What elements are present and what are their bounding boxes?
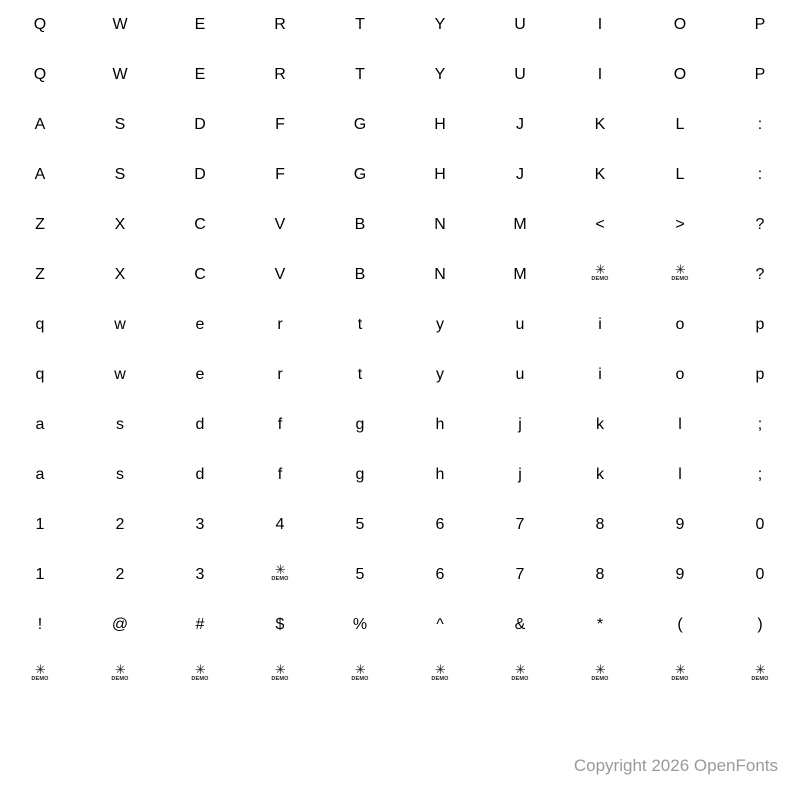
glyph-cell: f — [277, 466, 283, 483]
glyph-cell: $ — [275, 616, 285, 633]
glyph-cell: C — [194, 216, 206, 233]
burst-icon: ✳ — [35, 663, 45, 679]
demo-label: DEMO — [751, 676, 769, 683]
glyph-cell: J — [516, 166, 524, 183]
glyph-cell: H — [434, 116, 446, 133]
demo-label: DEMO — [591, 676, 609, 683]
glyph-cell: k — [596, 466, 604, 483]
glyph-cell: P — [754, 16, 766, 33]
glyph-cell: t — [357, 366, 363, 383]
glyph-cell: d — [195, 416, 205, 433]
glyph-cell: s — [116, 466, 124, 483]
demo-label: DEMO — [191, 676, 209, 683]
glyph-cell: q — [35, 316, 45, 333]
glyph-cell: S — [114, 116, 126, 133]
glyph-cell: 9 — [675, 516, 685, 533]
glyph-cell: ^ — [436, 616, 444, 633]
glyph-cell: ? — [755, 266, 765, 283]
glyph-cell: l — [678, 466, 682, 483]
copyright-footer: Copyright 2026 OpenFonts — [573, 756, 778, 775]
glyph-cell: 9 — [675, 566, 685, 583]
demo-placeholder-icon — [240, 550, 320, 600]
glyph-cell: ( — [677, 616, 683, 633]
glyph-cell: X — [114, 216, 126, 233]
glyph-cell: Z — [35, 266, 45, 283]
glyph-cell: i — [598, 366, 602, 383]
glyph-cell: ; — [757, 466, 763, 483]
glyph-cell: o — [675, 366, 685, 383]
glyph-cell: h — [435, 466, 445, 483]
glyph-cell: s — [116, 416, 124, 433]
glyph-cell: R — [274, 66, 286, 83]
glyph-cell: U — [514, 16, 526, 33]
demo-placeholder-icon — [80, 650, 160, 700]
burst-icon: ✳ — [115, 663, 125, 679]
demo-placeholder-icon — [560, 250, 640, 300]
glyph-cell: 3 — [195, 516, 205, 533]
glyph-cell: i — [598, 316, 602, 333]
demo-placeholder-icon — [640, 250, 720, 300]
glyph-cell: F — [275, 116, 285, 133]
burst-icon: ✳ — [675, 263, 685, 279]
glyph-cell: 7 — [515, 566, 525, 583]
glyph-cell: 5 — [355, 566, 365, 583]
demo-label: DEMO — [671, 276, 689, 283]
glyph-cell: 2 — [115, 566, 125, 583]
glyph-cell: > — [675, 216, 685, 233]
burst-icon: ✳ — [755, 663, 765, 679]
glyph-cell: h — [435, 416, 445, 433]
demo-placeholder-icon — [720, 650, 800, 700]
demo-label: DEMO — [671, 676, 689, 683]
glyph-cell: B — [354, 216, 366, 233]
glyph-cell: p — [755, 316, 765, 333]
demo-label: DEMO — [431, 676, 449, 683]
glyph-cell: B — [354, 266, 366, 283]
glyph-cell: S — [114, 166, 126, 183]
glyph-cell: u — [515, 316, 525, 333]
glyph-cell: * — [596, 616, 604, 633]
burst-icon: ✳ — [595, 263, 605, 279]
glyph-cell: j — [518, 466, 522, 483]
glyph-cell: Q — [33, 16, 47, 33]
glyph-cell: W — [112, 66, 128, 83]
glyph-cell: : — [757, 166, 763, 183]
glyph-cell: : — [757, 116, 763, 133]
glyph-cell: r — [277, 316, 283, 333]
glyph-cell: I — [597, 66, 603, 83]
glyph-cell: H — [434, 166, 446, 183]
glyph-cell: T — [355, 66, 365, 83]
glyph-cell: F — [275, 166, 285, 183]
demo-label: DEMO — [31, 676, 49, 683]
glyph-cell: f — [277, 416, 283, 433]
glyph-cell: V — [274, 216, 286, 233]
demo-label: DEMO — [271, 576, 289, 583]
glyph-cell: G — [353, 166, 367, 183]
glyph-cell: e — [195, 366, 205, 383]
glyph-cell: D — [194, 116, 206, 133]
glyph-cell: O — [673, 66, 687, 83]
glyph-cell: L — [675, 116, 685, 133]
glyph-cell: ; — [757, 416, 763, 433]
glyph-cell: J — [516, 116, 524, 133]
glyph-cell: 1 — [35, 516, 45, 533]
glyph-cell: 6 — [435, 566, 445, 583]
glyph-cell: p — [755, 366, 765, 383]
demo-placeholder-icon — [320, 650, 400, 700]
demo-placeholder-icon — [0, 650, 80, 700]
glyph-cell: N — [434, 216, 446, 233]
glyph-cell: L — [675, 166, 685, 183]
demo-placeholder-icon — [240, 650, 320, 700]
glyph-cell: 4 — [275, 516, 285, 533]
glyph-cell: y — [436, 366, 444, 383]
glyph-cell: 0 — [755, 566, 765, 583]
demo-placeholder-icon — [560, 650, 640, 700]
glyph-cell: e — [195, 316, 205, 333]
glyph-cell: 5 — [355, 516, 365, 533]
glyph-cell: V — [274, 266, 286, 283]
burst-icon: ✳ — [355, 663, 365, 679]
demo-placeholder-icon — [640, 650, 720, 700]
glyph-cell: < — [595, 216, 605, 233]
glyph-cell: E — [194, 16, 206, 33]
glyph-cell: R — [274, 16, 286, 33]
glyph-cell: 8 — [595, 566, 605, 583]
glyph-cell: K — [594, 166, 606, 183]
glyph-cell: y — [436, 316, 444, 333]
demo-label: DEMO — [511, 676, 529, 683]
burst-icon: ✳ — [195, 663, 205, 679]
burst-icon: ✳ — [275, 663, 285, 679]
demo-placeholder-icon — [160, 650, 240, 700]
glyph-cell: Y — [434, 16, 446, 33]
glyph-cell: g — [355, 416, 365, 433]
demo-label: DEMO — [591, 276, 609, 283]
glyph-cell: w — [114, 316, 126, 333]
glyph-cell: u — [515, 366, 525, 383]
glyph-cell: G — [353, 116, 367, 133]
glyph-cell: Q — [33, 66, 47, 83]
glyph-cell: 3 — [195, 566, 205, 583]
glyph-cell: t — [357, 316, 363, 333]
glyph-cell: T — [355, 16, 365, 33]
glyph-cell: g — [355, 466, 365, 483]
burst-icon: ✳ — [515, 663, 525, 679]
demo-label: DEMO — [351, 676, 369, 683]
glyph-cell: E — [194, 66, 206, 83]
glyph-cell: d — [195, 466, 205, 483]
glyph-cell: A — [34, 166, 46, 183]
glyph-cell: 1 — [35, 566, 45, 583]
glyph-cell: r — [277, 366, 283, 383]
burst-icon: ✳ — [595, 663, 605, 679]
glyph-cell: % — [352, 616, 368, 633]
demo-label: DEMO — [111, 676, 129, 683]
glyph-cell: Y — [434, 66, 446, 83]
glyph-cell: 2 — [115, 516, 125, 533]
glyph-cell: a — [35, 416, 45, 433]
glyph-cell: q — [35, 366, 45, 383]
glyph-cell: w — [114, 366, 126, 383]
demo-placeholder-icon — [480, 650, 560, 700]
burst-icon: ✳ — [275, 563, 285, 579]
glyph-cell: j — [518, 416, 522, 433]
glyph-cell: N — [434, 266, 446, 283]
glyph-cell: I — [597, 16, 603, 33]
glyph-cell: 6 — [435, 516, 445, 533]
glyph-cell: A — [34, 116, 46, 133]
glyph-cell: k — [596, 416, 604, 433]
glyph-cell: Z — [35, 216, 45, 233]
glyph-cell: C — [194, 266, 206, 283]
glyph-cell: ) — [757, 616, 763, 633]
glyph-cell: # — [195, 616, 205, 633]
glyph-cell: W — [112, 16, 128, 33]
glyph-cell: a — [35, 466, 45, 483]
glyph-cell: ? — [755, 216, 765, 233]
glyph-cell: o — [675, 316, 685, 333]
glyph-cell: D — [194, 166, 206, 183]
glyph-cell: M — [513, 216, 527, 233]
glyph-cell: @ — [111, 616, 129, 633]
demo-label: DEMO — [271, 676, 289, 683]
glyph-cell: O — [673, 16, 687, 33]
demo-placeholder-icon — [400, 650, 480, 700]
burst-icon: ✳ — [675, 663, 685, 679]
glyph-cell: P — [754, 66, 766, 83]
glyph-cell: 8 — [595, 516, 605, 533]
glyph-cell: ! — [37, 616, 43, 633]
glyph-cell: X — [114, 266, 126, 283]
glyph-cell: & — [514, 616, 526, 633]
glyph-cell: M — [513, 266, 527, 283]
glyph-cell: U — [514, 66, 526, 83]
glyph-cell: 7 — [515, 516, 525, 533]
burst-icon: ✳ — [435, 663, 445, 679]
glyph-cell: K — [594, 116, 606, 133]
glyph-cell: 0 — [755, 516, 765, 533]
glyph-cell: l — [678, 416, 682, 433]
